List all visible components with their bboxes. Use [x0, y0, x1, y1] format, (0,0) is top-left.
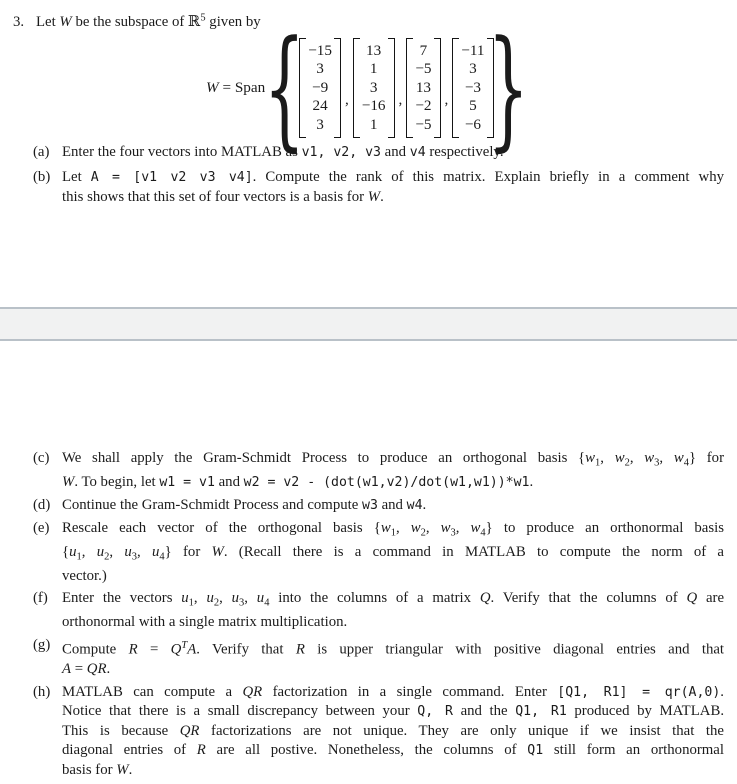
vector-entry: 3: [316, 60, 324, 78]
right-curly-brace: }: [487, 12, 530, 164]
text-segment: A = [v1 v2 v3 v4]: [90, 170, 253, 186]
text-segment: Continue the Gram-Schmidt Process and compute: [62, 496, 362, 513]
text-segment: Let: [62, 169, 91, 186]
text-segment: } for: [164, 543, 212, 560]
text-segment: ,: [137, 543, 152, 560]
text-segment: and: [377, 496, 407, 513]
text-line: [62, 449, 724, 473]
math-var: $u_1$: [181, 590, 194, 609]
text-line: [62, 741, 724, 760]
item-label: (c): [33, 450, 50, 466]
text-line: [62, 660, 724, 679]
text-segment: . To begin, let: [74, 473, 160, 490]
text-segment: QR: [179, 722, 200, 739]
text-segment: Q: [170, 641, 182, 658]
column-vector-2: [353, 38, 395, 139]
text-segment: v4: [409, 145, 426, 160]
list-item-h: [33, 683, 724, 780]
text-segment: orthonormal with a single matrix multiplication.: [62, 614, 348, 631]
text-segment: ,: [219, 590, 232, 607]
text-segment: w2 = v2 - (dot(w1,v2)/dot(w1,w1))*w1: [243, 474, 530, 490]
text-segment: are: [697, 590, 725, 607]
text-segment: . Verify that the columns of: [490, 590, 687, 607]
vector-separator: ,: [344, 91, 349, 108]
math-var: $u_4$: [256, 590, 270, 609]
text-segment: R: [295, 641, 305, 658]
math-var: $w_3$: [440, 519, 456, 539]
vector-entry: −2: [415, 97, 432, 115]
text-segment: Q: [686, 590, 698, 607]
text-segment: W: [367, 188, 381, 205]
text-segment: A: [62, 661, 72, 678]
text-line: [62, 722, 724, 741]
text-segment: . (Recall there is a command in MATLAB to compute the norm of a: [223, 543, 724, 560]
text-segment: produced by MATLAB.: [566, 703, 725, 720]
equation-lhs: [206, 79, 265, 97]
list-item-c: [33, 449, 724, 492]
text-line: [62, 589, 724, 613]
text-segment: Q1: [527, 743, 544, 759]
text-line: [62, 567, 724, 586]
text-segment: Rescale each vector of the orthogonal basis {: [62, 519, 381, 536]
list-item-f: [33, 589, 724, 632]
item-label: (f): [33, 590, 48, 607]
text-segment: is upper triangular with positive diagonal entries and that: [304, 641, 725, 658]
item-label: (a): [33, 144, 50, 160]
item-label: (g): [33, 637, 51, 654]
text-segment: ,: [659, 450, 674, 466]
text-segment: factorizations are not unique. They are only unique if we insist that the: [199, 722, 724, 739]
vector-entry: −5: [415, 115, 432, 133]
text-segment: .: [128, 761, 133, 778]
item-body: [62, 496, 724, 515]
text-line: [62, 519, 724, 543]
text-segment: =: [71, 661, 87, 678]
text-segment: ,: [629, 450, 645, 466]
text-segment: QR: [86, 661, 107, 678]
vector-entry: 13: [366, 41, 382, 59]
text-segment: T: [181, 640, 188, 652]
text-segment: } for: [688, 450, 725, 466]
text-segment: =: [137, 641, 171, 658]
vector-entry: 7: [419, 41, 428, 59]
item-body: [62, 168, 724, 207]
math-var: $u_2$: [96, 543, 110, 563]
list-item-b: [33, 168, 724, 207]
vector-entry: 1: [369, 60, 378, 78]
text-segment: .: [529, 473, 534, 490]
text-line: [62, 702, 724, 721]
text-segment: basis for: [62, 761, 117, 778]
math-var: $u_4$: [151, 543, 165, 563]
text-segment: ℝ: [188, 13, 201, 30]
text-line: [62, 143, 724, 162]
text-segment: . Compute the rank of this matrix. Explain briefly in a comment why: [252, 169, 724, 186]
vector-separator: ,: [398, 91, 403, 108]
text-segment: ,: [600, 450, 615, 466]
text-line: [62, 543, 724, 567]
text-segment: w1 = v1: [159, 474, 215, 490]
text-segment: We shall apply the Gram-Schmidt Process to produce an orthogonal basis {: [62, 450, 586, 466]
item-body: [62, 143, 724, 162]
text-segment: .: [106, 661, 111, 678]
item-label: (h): [33, 684, 51, 701]
text-segment: 5: [200, 12, 206, 23]
text-segment: QR: [242, 684, 263, 701]
list-item-a: [33, 143, 724, 162]
text-segment: Q, R: [417, 704, 453, 720]
text-line: [62, 188, 724, 207]
text-segment: w3: [362, 497, 378, 513]
text-segment: = Span: [218, 79, 266, 96]
text-segment: .: [422, 496, 427, 513]
item-body: [62, 519, 724, 586]
item-label: (d): [33, 496, 51, 513]
text-segment: This is because: [62, 722, 180, 739]
text-segment: and: [214, 473, 244, 490]
vector-entry: 3: [469, 60, 477, 78]
text-segment: diagonal entries of: [62, 742, 197, 759]
text-segment: into the columns of a matrix: [269, 590, 480, 607]
text-segment: ,: [244, 590, 257, 607]
vector-entry: 5: [469, 97, 477, 115]
text-segment: this shows that this set of four vectors is a basis for: [62, 188, 368, 205]
text-segment: [Q1, R1] = qr(A,0): [557, 685, 721, 701]
left-curly-brace: {: [263, 12, 305, 164]
math-var: $w_1$: [380, 519, 396, 539]
text-segment: ,: [109, 543, 125, 560]
text-segment: and: [380, 144, 410, 160]
text-segment: still form an orthonormal: [543, 742, 724, 759]
text-line: [62, 496, 724, 515]
list-item-d: [33, 496, 724, 515]
item-body: [62, 683, 724, 780]
problem-number: 3.: [13, 13, 25, 30]
text-segment: {: [62, 543, 70, 560]
problem-intro: [13, 8, 724, 32]
math-var: $u_3$: [231, 590, 245, 609]
text-segment: vector.): [62, 567, 107, 584]
text-line: [62, 683, 724, 702]
math-var: $w_4$: [470, 519, 486, 539]
text-line: [62, 761, 724, 780]
text-segment: factorization in a single command. Enter: [262, 684, 558, 701]
text-segment: Q1, R1: [515, 704, 567, 720]
text-segment: Enter the vectors: [62, 590, 182, 607]
vector-entry: 3: [369, 78, 378, 96]
list-item-e: [33, 519, 724, 586]
vector-entry: −9: [312, 78, 329, 96]
text-segment: Compute: [62, 641, 129, 658]
text-segment: v1, v2, v3: [301, 145, 381, 160]
text-segment: are all postive. Nonetheless, the columns of: [205, 742, 528, 759]
text-segment: ,: [81, 543, 97, 560]
text-segment: and the: [452, 703, 516, 720]
vector-entry: −3: [464, 78, 481, 96]
text-segment: ,: [193, 590, 207, 607]
text-segment: ,: [395, 519, 411, 536]
text-segment: R: [128, 641, 138, 658]
math-var: $u_3$: [124, 543, 138, 563]
item-list-a-b: [33, 143, 724, 213]
text-segment: W: [59, 13, 72, 30]
text-segment: R: [196, 742, 206, 759]
math-var: $w_2$: [410, 519, 426, 539]
text-segment: Notice that there is a small discrepancy between your: [62, 703, 418, 720]
vector-entry: −6: [464, 115, 481, 133]
vector-entry: −11: [461, 41, 485, 59]
item-label: (e): [33, 519, 50, 536]
math-var: $w_4$: [673, 450, 689, 469]
vector-entry: 24: [312, 97, 328, 115]
text-line: [62, 473, 724, 492]
math-var: $u_1$: [69, 543, 82, 563]
text-segment: Q: [479, 590, 491, 607]
problem-intro-text: [36, 14, 261, 30]
text-segment: ,: [455, 519, 471, 536]
text-segment: Let: [36, 13, 60, 30]
text-segment: W: [62, 473, 75, 490]
math-var: $w_2$: [614, 450, 630, 469]
list-item-g: [33, 636, 724, 679]
text-line: [62, 636, 724, 660]
column-vector-1: [299, 38, 341, 139]
text-segment: . Verify that: [196, 641, 296, 658]
vector-entry: −5: [415, 60, 432, 78]
text-segment: W: [116, 761, 129, 778]
text-segment: .: [380, 188, 384, 205]
item-body: [62, 636, 724, 679]
math-var: $w_3$: [644, 450, 660, 469]
text-segment: w4: [406, 497, 423, 513]
text-segment: .: [720, 684, 724, 701]
text-segment: A: [187, 641, 197, 658]
page-section-divider: [0, 307, 737, 341]
text-segment: MATLAB can compute a: [62, 684, 243, 701]
vector-entry: −16: [361, 97, 386, 115]
column-vector-3: [406, 38, 440, 139]
item-list-c-h: [33, 449, 724, 784]
vector-list: [296, 38, 496, 139]
text-segment: W: [206, 79, 219, 96]
item-label: (b): [33, 169, 51, 186]
text-segment: respectively.: [425, 144, 504, 160]
math-var: $u_2$: [206, 590, 220, 609]
text-line: [62, 168, 724, 187]
vector-entry: 1: [369, 115, 378, 133]
text-segment: given by: [205, 13, 261, 30]
item-body: [62, 589, 724, 632]
text-segment: ,: [425, 519, 441, 536]
text-segment: Enter the four vectors into MATLAB as: [62, 144, 302, 160]
text-line: [62, 613, 724, 632]
vector-separator: ,: [444, 91, 449, 108]
text-segment: be the subspace of: [71, 13, 189, 30]
text-segment: W: [211, 543, 224, 560]
math-var: $w_1$: [585, 450, 601, 469]
vector-entry: −15: [308, 41, 332, 59]
item-body: [62, 449, 724, 492]
vector-entry: 3: [316, 115, 324, 133]
vector-entry: 13: [415, 78, 431, 96]
text-segment: } to produce an orthonormal basis: [485, 519, 724, 536]
